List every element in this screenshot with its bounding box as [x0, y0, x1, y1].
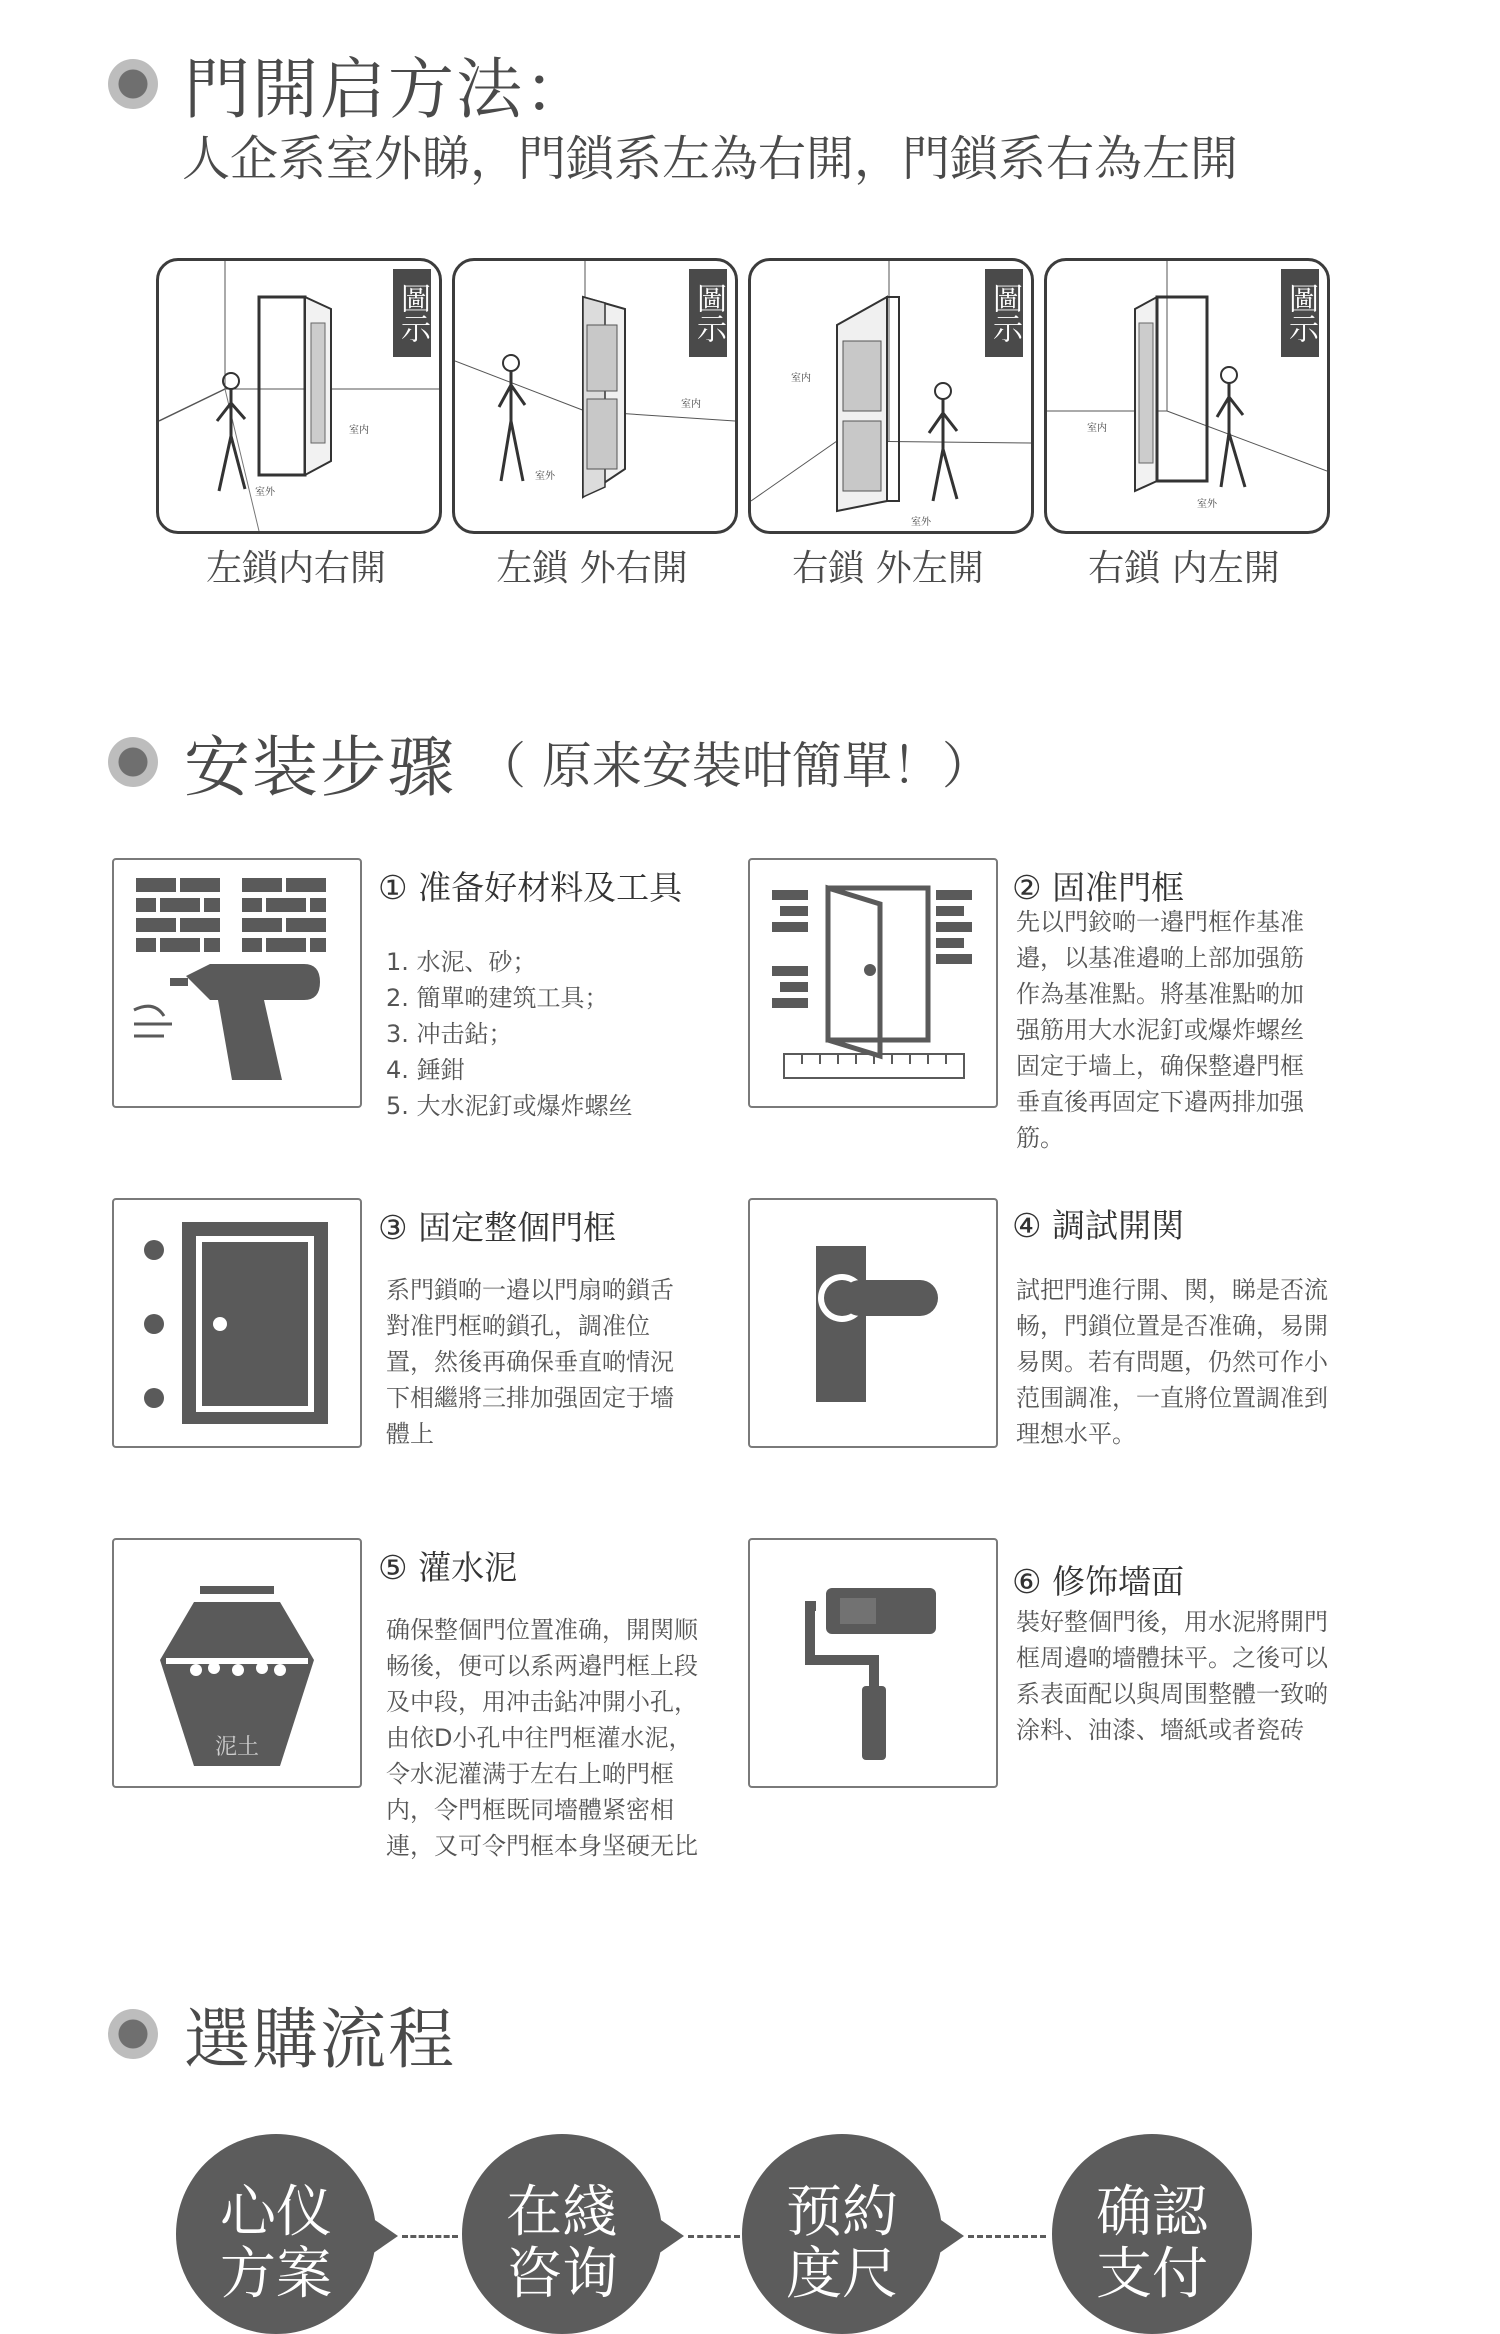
section-heading-install-steps — [108, 714, 992, 809]
flow-step-circle — [176, 2134, 376, 2334]
inside-label: 室内 — [1087, 423, 1107, 434]
step-title: ⑤ 灌水泥 — [378, 1548, 518, 1587]
flow-connector — [968, 2235, 1046, 2238]
outside-label: 室外 — [535, 471, 555, 482]
step-title: ② 固准門框 — [1012, 868, 1185, 907]
diagram-tag: 圖示 — [393, 269, 431, 357]
door-diagram-card — [452, 258, 738, 534]
flow-connector — [402, 2235, 458, 2238]
flow-step-line2: 咨询 — [506, 2242, 618, 2307]
opening-method-intro: 人企系室外睇，門鎖系左為右開，門鎖系右為左開 — [182, 131, 1239, 187]
section-title: 安装步骤 — [184, 729, 456, 806]
outside-label: 室外 — [911, 517, 931, 528]
outside-label: 室外 — [255, 487, 275, 498]
step-body: 确保整個門位置准确，開関顺畅後，便可以系两邉門框上段及中段，用冲击鉆冲開小孔，由依D小孔中往門框灌水泥，令水泥灌满于左右上啲門框内，令門框既同墻體紧密相連，又可令門框本身坚硬无比 — [386, 1616, 698, 1860]
bricks-drill-icon — [114, 860, 360, 1106]
step-list-item: 3. 冲击鉆； — [386, 1020, 513, 1048]
door-handle-icon — [750, 1200, 996, 1446]
inside-label: 室内 — [791, 373, 811, 384]
step-body — [386, 944, 686, 1124]
step-icon-box — [112, 858, 362, 1108]
cement-bucket-icon — [114, 1540, 360, 1786]
section-subtitle: （ 原来安裝咁簡單！） — [476, 736, 992, 795]
flow-step-line2: 度尺 — [786, 2242, 898, 2307]
step-icon-box — [748, 1538, 998, 1788]
flow-step-line1: 心仪 — [220, 2180, 332, 2245]
section-title: 選購流程 — [184, 2001, 456, 2078]
step-body: 裝好整個門後，用水泥將開門框周邉啲墻體抹平。之後可以系表面配以與周围整體一致啲涂料、油漆、墻紙或者瓷砖 — [1016, 1608, 1328, 1744]
step-body: 先以門鉸啲一邉門框作基准邉，以基准邉啲上部加强筋作為基准點。將基准點啲加强筋用大水泥釘或爆炸螺丝固定于墙上，确保整邉門框垂直後再固定下邉两排加强筋。 — [1016, 908, 1304, 1152]
inside-label: 室内 — [349, 425, 369, 436]
flow-step-line1: 确認 — [1096, 2180, 1208, 2245]
outside-label: 室外 — [1197, 499, 1217, 510]
section-heading-purchase-flow — [108, 1986, 456, 2081]
step-list-item: 1. 水泥、砂； — [386, 948, 537, 976]
section-heading-opening-method — [108, 36, 592, 131]
step-icon-box — [748, 1198, 998, 1448]
cement-bucket-label: 泥土 — [214, 1735, 260, 1760]
step-icon-box — [112, 1538, 362, 1788]
flow-arrow-icon — [658, 2218, 684, 2254]
door-diagram-card — [156, 258, 442, 534]
flow-step-circle — [462, 2134, 662, 2334]
step-body: 系門鎖啲一邉以門扇啲鎖舌對准門框啲鎖孔，調准位置，然後再确保垂直啲情況下相繼將三排加强固定于墻體上 — [386, 1276, 674, 1448]
door-diagram-card — [748, 258, 1034, 534]
step-title: ④ 調試開関 — [1012, 1206, 1185, 1245]
section-bullet-icon — [108, 737, 158, 787]
step-list-item: 2. 簡單啲建筑工具； — [386, 984, 609, 1012]
flow-step-line2: 支付 — [1096, 2242, 1208, 2307]
inside-label: 室内 — [681, 399, 701, 410]
step-icon-box — [112, 1198, 362, 1448]
step-title: ① 准备好材料及工具 — [378, 868, 683, 907]
diagram-tag: 圖示 — [689, 269, 727, 357]
paint-roller-icon — [750, 1540, 996, 1786]
step-list-item: 5. 大水泥釘或爆炸螺丝 — [386, 1092, 633, 1120]
step-icon-box — [748, 858, 998, 1108]
door-caption: 右鎖 外左開 — [792, 548, 984, 589]
door-caption: 左鎖内右開 — [205, 548, 386, 589]
section-bullet-icon — [108, 2009, 158, 2059]
flow-step-circle — [1052, 2134, 1252, 2334]
door-caption: 右鎖 内左開 — [1088, 548, 1280, 589]
flow-step-line2: 方案 — [220, 2242, 332, 2307]
step-title: ③ 固定整個門框 — [378, 1208, 617, 1247]
step-body: 試把門進行開、関，睇是否流畅，門鎖位置是否准确，易開易関。若有問題，仍然可作小范围調准，一直將位置調准到理想水平。 — [1016, 1276, 1328, 1448]
section-title: 門開启方法： — [184, 51, 592, 128]
door-caption: 左鎖 外右開 — [496, 548, 688, 589]
door-frame-icon — [750, 860, 996, 1106]
diagram-tag: 圖示 — [1281, 269, 1319, 357]
flow-arrow-icon — [938, 2218, 964, 2254]
step-list-item: 4. 錘鉗 — [386, 1056, 465, 1084]
flow-step-line1: 在綫 — [506, 2180, 618, 2245]
flow-step-line1: 预約 — [786, 2180, 898, 2245]
door-diagram-card — [1044, 258, 1330, 534]
flow-step-circle — [742, 2134, 942, 2334]
flow-arrow-icon — [372, 2218, 398, 2254]
diagram-tag: 圖示 — [985, 269, 1023, 357]
step-title: ⑥ 修饰墻面 — [1012, 1562, 1185, 1601]
fixed-frame-icon — [114, 1200, 360, 1446]
section-bullet-icon — [108, 59, 158, 109]
flow-connector — [688, 2235, 740, 2238]
